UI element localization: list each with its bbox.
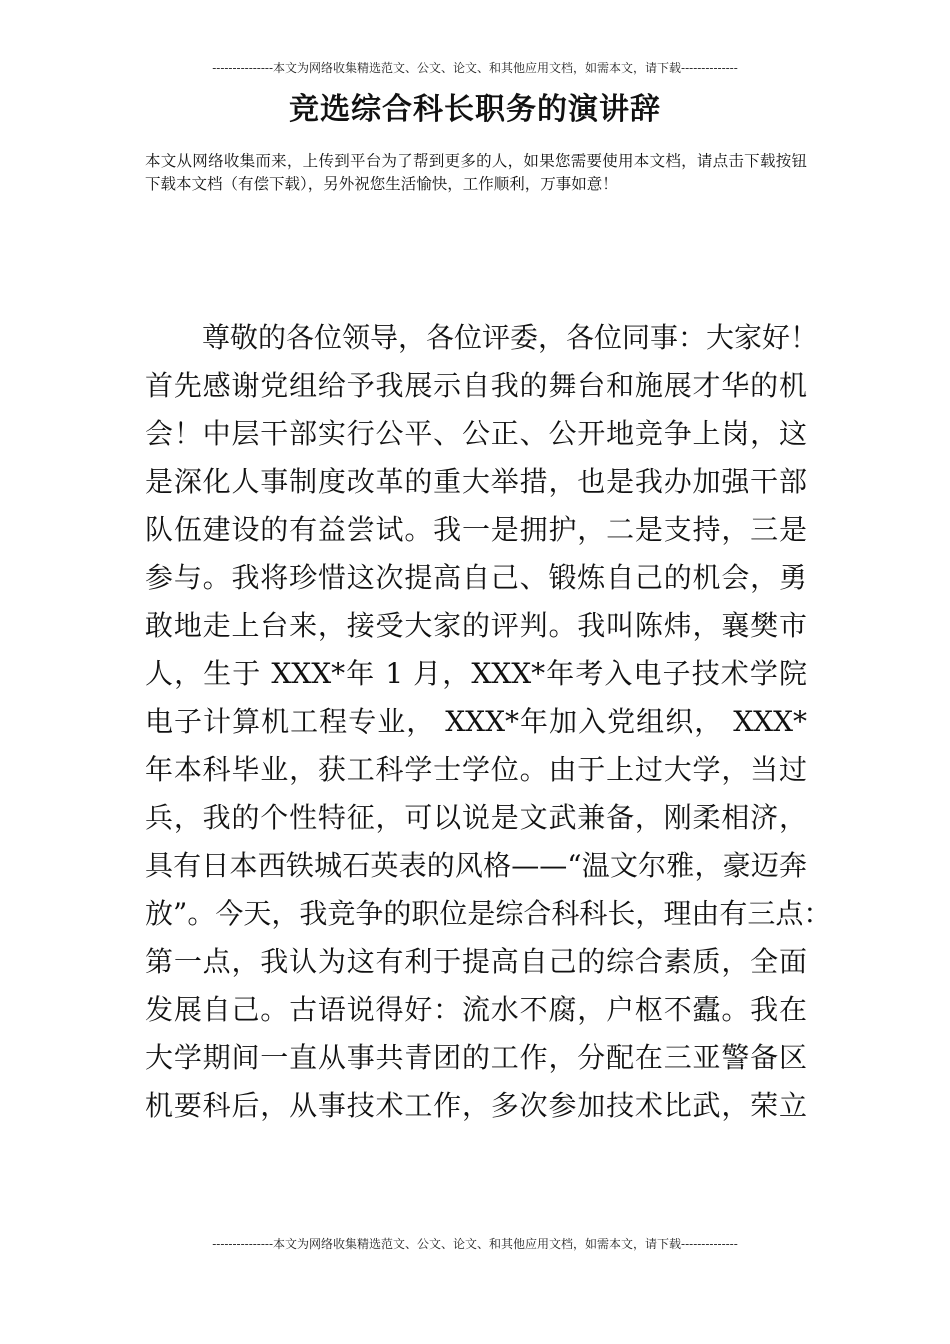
document-title: 竞选综合科长职务的演讲辞 — [289, 92, 661, 127]
body-line: 是深化人事制度改革的重大举措，也是我办加强干部 — [145, 465, 807, 498]
body-line: 会！中层干部实行公平、公正、公开地竞争上岗，这 — [145, 417, 807, 450]
body-line: 人，生于 XXX*年 1 月，XXX*年考入电子技术学院 — [145, 657, 807, 690]
body-line: 尊敬的各位领导，各位评委，各位同事：大家好！ — [202, 321, 819, 354]
body-line: 队伍建设的有益尝试。我一是拥护，二是支持，三是 — [145, 513, 807, 546]
header-note: ---------------本文为网络收集精选范文、公文、论文、和其他应用文档，如需本文，请下载-------------- — [212, 61, 738, 75]
body-line: 电子计算机工程专业， XXX*年加入党组织， XXX* — [145, 705, 807, 738]
body-line: 年本科毕业，获工科学士学位。由于上过大学，当过 — [145, 753, 807, 786]
footer-note: ---------------本文为网络收集精选范文、公文、论文、和其他应用文档，如需本文，请下载-------------- — [212, 1237, 738, 1251]
body-line: 机要科后，从事技术工作，多次参加技术比武，荣立 — [145, 1089, 807, 1122]
body-line: 敢地走上台来，接受大家的评判。我叫陈炜，襄樊市 — [145, 609, 807, 642]
body-line: 参与。我将珍惜这次提高自己、锻炼自己的机会，勇 — [145, 561, 807, 594]
body-line: 大学期间一直从事共青团的工作，分配在三亚警备区 — [145, 1041, 807, 1074]
speech-body — [145, 314, 832, 1130]
body-line: 第一点，我认为这有利于提高自己的综合素质，全面 — [145, 945, 807, 978]
intro-paragraph: 本文从网络收集而来，上传到平台为了帮到更多的人，如果您需要使用本文档，请点击下载按钮下载本文档（有偿下载），另外祝您生活愉快，工作顺利，万事如意！ — [145, 152, 807, 193]
body-line: 具有日本西铁城石英表的风格——“温文尔雅，豪迈奔 — [145, 849, 807, 882]
body-line: 首先感谢党组给予我展示自我的舞台和施展才华的机 — [145, 369, 807, 402]
body-line: 发展自己。古语说得好：流水不腐，户枢不蠹。我在 — [145, 993, 807, 1026]
body-line: 兵，我的个性特征，可以说是文武兼备，刚柔相济， — [145, 801, 807, 834]
body-line: 放”。今天，我竞争的职位是综合科科长，理由有三点： — [145, 897, 832, 930]
